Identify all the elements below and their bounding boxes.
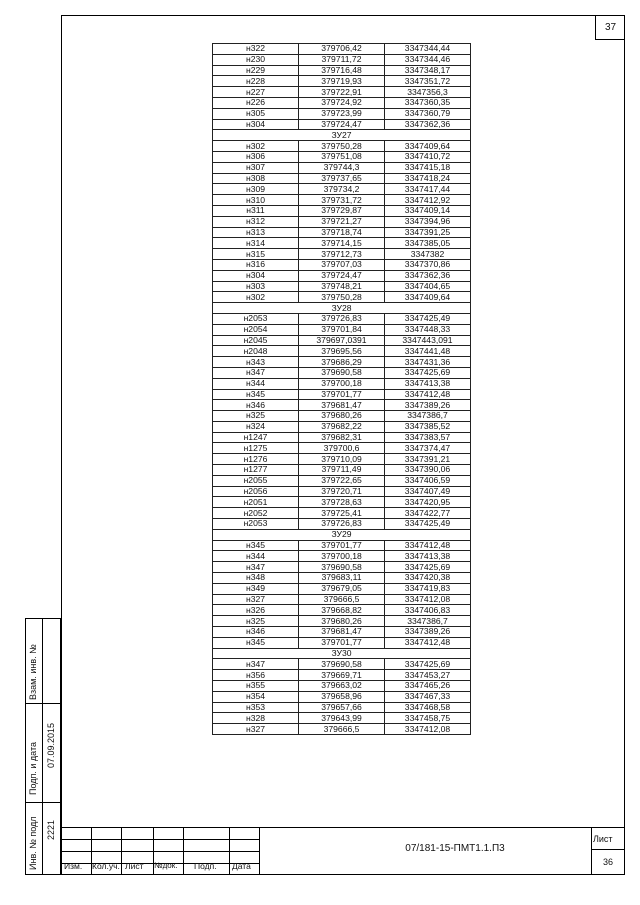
point-name: н354 [213, 691, 299, 702]
point-name: н324 [213, 421, 299, 432]
x-coordinate: 379707,03 [299, 259, 385, 270]
table-row [213, 195, 471, 206]
section-header-row [213, 648, 471, 659]
table-row [213, 162, 471, 173]
y-coordinate: 3347458,75 [385, 713, 471, 724]
section-label: ЗУ28 [213, 303, 471, 314]
table-row [213, 205, 471, 216]
point-name: н228 [213, 76, 299, 87]
point-name: н344 [213, 378, 299, 389]
point-name: н348 [213, 573, 299, 584]
x-coordinate: 379725,41 [299, 508, 385, 519]
x-coordinate: 379701,77 [299, 637, 385, 648]
x-coordinate: 379683,11 [299, 573, 385, 584]
table-row [213, 659, 471, 670]
table-row [213, 713, 471, 724]
point-name: н226 [213, 97, 299, 108]
x-coordinate: 379681,47 [299, 400, 385, 411]
x-coordinate: 379700,18 [299, 551, 385, 562]
y-coordinate: 3347412,08 [385, 594, 471, 605]
table-row [213, 421, 471, 432]
table-row [213, 357, 471, 368]
point-name: н343 [213, 357, 299, 368]
point-name: н313 [213, 227, 299, 238]
x-coordinate: 379737,65 [299, 173, 385, 184]
point-name: н325 [213, 411, 299, 422]
y-coordinate: 3347415,18 [385, 162, 471, 173]
table-row [213, 270, 471, 281]
section-header-row [213, 529, 471, 540]
y-coordinate: 3347420,38 [385, 573, 471, 584]
table-row [213, 367, 471, 378]
x-coordinate: 379734,2 [299, 184, 385, 195]
table-row [213, 702, 471, 713]
table-row [213, 454, 471, 465]
point-name: н2048 [213, 346, 299, 357]
table-row [213, 281, 471, 292]
y-coordinate: 3347385,05 [385, 238, 471, 249]
y-coordinate: 3347417,44 [385, 184, 471, 195]
point-name: н327 [213, 594, 299, 605]
x-coordinate: 379679,05 [299, 583, 385, 594]
table-row [213, 616, 471, 627]
table-row [213, 184, 471, 195]
point-name: н328 [213, 713, 299, 724]
point-name: н2056 [213, 486, 299, 497]
document-code: 07/181-15-ПМТ1.1.П3 [405, 843, 505, 854]
y-coordinate: 3347413,38 [385, 378, 471, 389]
point-name: н302 [213, 141, 299, 152]
x-coordinate: 379680,26 [299, 616, 385, 627]
x-coordinate: 379701,84 [299, 324, 385, 335]
table-row [213, 141, 471, 152]
y-coordinate: 3347360,79 [385, 108, 471, 119]
table-row [213, 65, 471, 76]
y-coordinate: 3347391,25 [385, 227, 471, 238]
table-row [213, 432, 471, 443]
y-coordinate: 3347386,7 [385, 411, 471, 422]
table-row [213, 551, 471, 562]
y-coordinate: 3347412,08 [385, 724, 471, 735]
x-coordinate: 379695,56 [299, 346, 385, 357]
stamp-ndok: №док. [154, 861, 178, 870]
x-coordinate: 379712,73 [299, 249, 385, 260]
point-name: н304 [213, 270, 299, 281]
point-name: н2053 [213, 313, 299, 324]
x-coordinate: 379668,82 [299, 605, 385, 616]
point-name: н230 [213, 54, 299, 65]
x-coordinate: 379681,47 [299, 627, 385, 638]
point-name: н346 [213, 400, 299, 411]
x-coordinate: 379701,77 [299, 389, 385, 400]
x-coordinate: 379714,15 [299, 238, 385, 249]
x-coordinate: 379748,21 [299, 281, 385, 292]
point-name: н346 [213, 627, 299, 638]
label-podp-data: Подп. и дата [28, 741, 38, 795]
x-coordinate: 379719,93 [299, 76, 385, 87]
x-coordinate: 379657,66 [299, 702, 385, 713]
y-coordinate: 3347391,21 [385, 454, 471, 465]
y-coordinate: 3347412,92 [385, 195, 471, 206]
y-coordinate: 3347404,65 [385, 281, 471, 292]
table-row [213, 97, 471, 108]
table-row [213, 216, 471, 227]
y-coordinate: 3347385,52 [385, 421, 471, 432]
table-row [213, 249, 471, 260]
y-coordinate: 3347344,44 [385, 44, 471, 55]
y-coordinate: 3347383,57 [385, 432, 471, 443]
x-coordinate: 379690,58 [299, 562, 385, 573]
x-coordinate: 379724,47 [299, 270, 385, 281]
table-row [213, 44, 471, 55]
point-name: н353 [213, 702, 299, 713]
table-row [213, 313, 471, 324]
point-name: н314 [213, 238, 299, 249]
y-coordinate: 3347389,26 [385, 627, 471, 638]
y-coordinate: 3347389,26 [385, 400, 471, 411]
point-name: н304 [213, 119, 299, 130]
table-row [213, 637, 471, 648]
point-name: н308 [213, 173, 299, 184]
point-name: н349 [213, 583, 299, 594]
point-name: н326 [213, 605, 299, 616]
point-name: н1276 [213, 454, 299, 465]
x-coordinate: 379700,18 [299, 378, 385, 389]
table-row [213, 227, 471, 238]
point-name: н307 [213, 162, 299, 173]
x-coordinate: 379728,63 [299, 497, 385, 508]
point-name: н2045 [213, 335, 299, 346]
point-name: н347 [213, 659, 299, 670]
table-row [213, 108, 471, 119]
y-coordinate: 3347406,83 [385, 605, 471, 616]
table-row [213, 346, 471, 357]
table-row [213, 540, 471, 551]
point-name: н344 [213, 551, 299, 562]
x-coordinate: 379643,99 [299, 713, 385, 724]
table-row [213, 324, 471, 335]
x-coordinate: 379682,31 [299, 432, 385, 443]
point-name: н310 [213, 195, 299, 206]
x-coordinate: 379751,08 [299, 151, 385, 162]
x-coordinate: 379722,65 [299, 475, 385, 486]
y-coordinate: 3347410,72 [385, 151, 471, 162]
point-name: н309 [213, 184, 299, 195]
point-name: н302 [213, 292, 299, 303]
point-name: н316 [213, 259, 299, 270]
x-coordinate: 379744,3 [299, 162, 385, 173]
point-name: н2055 [213, 475, 299, 486]
table-row [213, 670, 471, 681]
x-coordinate: 379729,87 [299, 205, 385, 216]
table-row [213, 562, 471, 573]
y-coordinate: 3347443,091 [385, 335, 471, 346]
label-vzam-inv: Взам. инв. № [28, 644, 38, 700]
point-name: н355 [213, 681, 299, 692]
x-coordinate: 379720,71 [299, 486, 385, 497]
table-row [213, 486, 471, 497]
y-coordinate: 3347348,17 [385, 65, 471, 76]
x-coordinate: 379706,42 [299, 44, 385, 55]
point-name: н303 [213, 281, 299, 292]
y-coordinate: 3347407,49 [385, 486, 471, 497]
x-coordinate: 379750,28 [299, 292, 385, 303]
point-name: н305 [213, 108, 299, 119]
table-row [213, 151, 471, 162]
y-coordinate: 3347370,86 [385, 259, 471, 270]
point-name: н306 [213, 151, 299, 162]
x-coordinate: 379690,58 [299, 367, 385, 378]
stamp-list: Лист [125, 861, 144, 871]
x-coordinate: 379711,49 [299, 465, 385, 476]
point-name: н325 [213, 616, 299, 627]
y-coordinate: 3347422,77 [385, 508, 471, 519]
x-coordinate: 379710,09 [299, 454, 385, 465]
table-row [213, 443, 471, 454]
table-row [213, 583, 471, 594]
section-label: ЗУ29 [213, 529, 471, 540]
x-coordinate: 379680,26 [299, 411, 385, 422]
table-row [213, 681, 471, 692]
point-name: н312 [213, 216, 299, 227]
y-coordinate: 3347344,46 [385, 54, 471, 65]
x-coordinate: 379718,74 [299, 227, 385, 238]
title-block-stamp [61, 827, 625, 875]
table-row [213, 173, 471, 184]
section-header-row [213, 130, 471, 141]
table-row [213, 724, 471, 735]
table-row [213, 519, 471, 530]
table-row [213, 389, 471, 400]
y-coordinate: 3347448,33 [385, 324, 471, 335]
y-coordinate: 3347413,38 [385, 551, 471, 562]
y-coordinate: 3347409,64 [385, 141, 471, 152]
y-coordinate: 3347374,47 [385, 443, 471, 454]
point-name: н1247 [213, 432, 299, 443]
x-coordinate: 379721,27 [299, 216, 385, 227]
table-row [213, 605, 471, 616]
y-coordinate: 3347351,72 [385, 76, 471, 87]
y-coordinate: 3347425,69 [385, 659, 471, 670]
x-coordinate: 379750,28 [299, 141, 385, 152]
x-coordinate: 379669,71 [299, 670, 385, 681]
point-name: н327 [213, 724, 299, 735]
y-coordinate: 3347419,83 [385, 583, 471, 594]
table-row [213, 475, 471, 486]
y-coordinate: 3347431,36 [385, 357, 471, 368]
table-row [213, 627, 471, 638]
y-coordinate: 3347382 [385, 249, 471, 260]
table-row [213, 508, 471, 519]
table-row [213, 238, 471, 249]
stamp-data: Дата [232, 861, 251, 871]
x-coordinate: 379716,48 [299, 65, 385, 76]
x-coordinate: 379666,5 [299, 724, 385, 735]
label-inv-podl: Инв. № подл [28, 816, 38, 870]
section-label: ЗУ27 [213, 130, 471, 141]
x-coordinate: 379697,0391 [299, 335, 385, 346]
y-coordinate: 3347394,96 [385, 216, 471, 227]
y-coordinate: 3347409,14 [385, 205, 471, 216]
table-row [213, 335, 471, 346]
x-coordinate: 379724,92 [299, 97, 385, 108]
table-row [213, 119, 471, 130]
y-coordinate: 3347409,64 [385, 292, 471, 303]
table-row [213, 87, 471, 98]
point-name: н315 [213, 249, 299, 260]
y-coordinate: 3347406,59 [385, 475, 471, 486]
table-row [213, 573, 471, 584]
y-coordinate: 3347465,26 [385, 681, 471, 692]
point-name: н347 [213, 562, 299, 573]
y-coordinate: 3347362,36 [385, 270, 471, 281]
table-row [213, 76, 471, 87]
y-coordinate: 3347412,48 [385, 389, 471, 400]
table-row [213, 54, 471, 65]
x-coordinate: 379682,22 [299, 421, 385, 432]
x-coordinate: 379666,5 [299, 594, 385, 605]
x-coordinate: 379701,77 [299, 540, 385, 551]
stamp-podp: Подп. [194, 861, 217, 871]
y-coordinate: 3347418,24 [385, 173, 471, 184]
sheet-number: 36 [602, 857, 613, 867]
table-row [213, 465, 471, 476]
x-coordinate: 379700,6 [299, 443, 385, 454]
table-row [213, 378, 471, 389]
x-coordinate: 379731,72 [299, 195, 385, 206]
point-name: н345 [213, 389, 299, 400]
y-coordinate: 3347468,58 [385, 702, 471, 713]
y-coordinate: 3347386,7 [385, 616, 471, 627]
table-row [213, 292, 471, 303]
point-name: н1277 [213, 465, 299, 476]
y-coordinate: 3347412,48 [385, 637, 471, 648]
point-name: н322 [213, 44, 299, 55]
table-row [213, 259, 471, 270]
x-coordinate: 379658,96 [299, 691, 385, 702]
y-coordinate: 3347420,95 [385, 497, 471, 508]
y-coordinate: 3347425,69 [385, 367, 471, 378]
table-row [213, 691, 471, 702]
point-name: н2051 [213, 497, 299, 508]
stamp-izm: Изм. [64, 861, 83, 871]
point-name: н311 [213, 205, 299, 216]
point-name: н227 [213, 87, 299, 98]
y-coordinate: 3347425,69 [385, 562, 471, 573]
table-row [213, 411, 471, 422]
y-coordinate: 3347356,3 [385, 87, 471, 98]
y-coordinate: 3347360,35 [385, 97, 471, 108]
table-row [213, 400, 471, 411]
x-coordinate: 379686,29 [299, 357, 385, 368]
page-number-top: 37 [595, 15, 625, 40]
y-coordinate: 3347390,06 [385, 465, 471, 476]
inv-number: 2221 [46, 819, 56, 840]
x-coordinate: 379726,83 [299, 519, 385, 530]
sheet-label: Лист [593, 834, 613, 844]
point-name: н345 [213, 540, 299, 551]
point-name: н356 [213, 670, 299, 681]
y-coordinate: 3347467,33 [385, 691, 471, 702]
x-coordinate: 379690,58 [299, 659, 385, 670]
sign-date: 07.09.2015 [46, 722, 56, 768]
table-row [213, 594, 471, 605]
point-name: н2054 [213, 324, 299, 335]
y-coordinate: 3347412,48 [385, 540, 471, 551]
point-name: н2052 [213, 508, 299, 519]
x-coordinate: 379723,99 [299, 108, 385, 119]
point-name: н2053 [213, 519, 299, 530]
y-coordinate: 3347441,48 [385, 346, 471, 357]
x-coordinate: 379711,72 [299, 54, 385, 65]
section-label: ЗУ30 [213, 648, 471, 659]
y-coordinate: 3347425,49 [385, 313, 471, 324]
coordinates-table [212, 43, 471, 735]
y-coordinate: 3347362,36 [385, 119, 471, 130]
point-name: н1275 [213, 443, 299, 454]
x-coordinate: 379663,02 [299, 681, 385, 692]
x-coordinate: 379724,47 [299, 119, 385, 130]
point-name: н345 [213, 637, 299, 648]
y-coordinate: 3347425,49 [385, 519, 471, 530]
section-header-row [213, 303, 471, 314]
point-name: н347 [213, 367, 299, 378]
side-margin-block [25, 618, 61, 875]
y-coordinate: 3347453,27 [385, 670, 471, 681]
x-coordinate: 379726,83 [299, 313, 385, 324]
x-coordinate: 379722,91 [299, 87, 385, 98]
point-name: н229 [213, 65, 299, 76]
stamp-kol-uch: Кол.уч. [92, 861, 120, 871]
table-row [213, 497, 471, 508]
